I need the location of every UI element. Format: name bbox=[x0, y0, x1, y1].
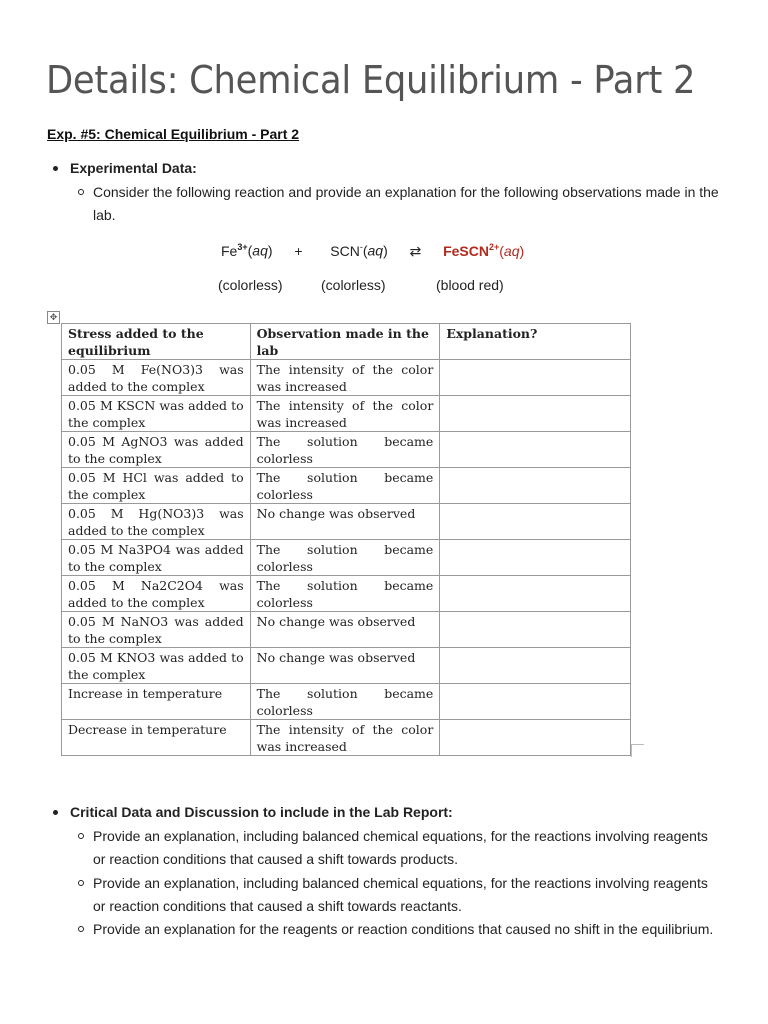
table-row bbox=[62, 648, 631, 684]
header-stress: Stress added to the equilibrium bbox=[62, 324, 251, 360]
experiment-heading: Exp. #5: Chemical Equilibrium - Part 2 bbox=[47, 126, 300, 142]
explanation-cell[interactable] bbox=[440, 360, 631, 396]
reaction-equation bbox=[221, 242, 524, 260]
stress-cell: Decrease in temperature bbox=[62, 720, 251, 756]
explanation-cell[interactable] bbox=[440, 612, 631, 648]
observations-table bbox=[61, 323, 631, 756]
observation-cell: The intensity of the color was increased bbox=[250, 720, 440, 756]
bullet-ring bbox=[78, 833, 84, 839]
observation-cell: The intensity of the color was increased bbox=[250, 360, 440, 396]
explanation-cell[interactable] bbox=[440, 648, 631, 684]
table-row bbox=[62, 468, 631, 504]
table-move-handle-icon[interactable]: ✥ bbox=[47, 311, 60, 324]
critical-item bbox=[93, 918, 723, 941]
observation-cell: No change was observed bbox=[250, 612, 440, 648]
reactant-scn: SCN-(aq) bbox=[330, 242, 388, 259]
observation-cell: The solution became colorless bbox=[250, 576, 440, 612]
experimental-data-heading: Experimental Data: bbox=[70, 160, 197, 176]
observation-cell: The solution became colorless bbox=[250, 540, 440, 576]
table-row bbox=[62, 720, 631, 756]
explanation-cell[interactable] bbox=[440, 432, 631, 468]
instruction-item bbox=[93, 181, 723, 227]
explanation-cell[interactable] bbox=[440, 540, 631, 576]
table-row bbox=[62, 576, 631, 612]
bullet-dot bbox=[53, 166, 58, 171]
table-resize-handle[interactable] bbox=[631, 744, 644, 757]
header-observation: Observation made in the lab bbox=[250, 324, 440, 360]
explanation-cell[interactable] bbox=[440, 720, 631, 756]
critical-item bbox=[93, 825, 723, 871]
table-row bbox=[62, 540, 631, 576]
observation-cell: The intensity of the color was increased bbox=[250, 396, 440, 432]
critical-item-text: Provide an explanation, including balanced chemical equations, for the reactions involving reagents or reaction conditions that caused a shift towards products. bbox=[93, 828, 708, 867]
stress-cell: 0.05 M NaNO3 was added to the complex bbox=[62, 612, 251, 648]
stress-cell: 0.05 M Na2C2O4 was added to the complex bbox=[62, 576, 251, 612]
stress-cell: 0.05 M Hg(NO3)3 was added to the complex bbox=[62, 504, 251, 540]
reactant-fe: $Fe^{3+}(aq)$ bbox=[221, 242, 273, 259]
explanation-cell[interactable] bbox=[440, 576, 631, 612]
observation-cell: The solution became colorless bbox=[250, 684, 440, 720]
stress-cell: 0.05 M KSCN was added to the complex bbox=[62, 396, 251, 432]
table-row bbox=[62, 432, 631, 468]
observation-cell: The solution became colorless bbox=[250, 432, 440, 468]
table-row bbox=[62, 360, 631, 396]
observation-cell: No change was observed bbox=[250, 648, 440, 684]
critical-data-heading: Critical Data and Discussion to include in the Lab Report: bbox=[70, 804, 453, 820]
stress-cell: 0.05 M Fe(NO3)3 was added to the complex bbox=[62, 360, 251, 396]
explanation-cell[interactable] bbox=[440, 504, 631, 540]
critical-item bbox=[93, 872, 723, 918]
equilibrium-arrow: ⇄ bbox=[409, 243, 422, 260]
header-explanation: Explanation? bbox=[440, 324, 631, 360]
critical-data-item bbox=[70, 801, 453, 824]
table-row bbox=[62, 396, 631, 432]
stress-cell: 0.05 M HCl was added to the complex bbox=[62, 468, 251, 504]
stress-cell: 0.05 M AgNO3 was added to the complex bbox=[62, 432, 251, 468]
experimental-data-item bbox=[70, 157, 197, 180]
page-title: Details: Chemical Equilibrium - Part 2 bbox=[46, 58, 696, 102]
bullet-dot bbox=[53, 810, 58, 815]
table-row bbox=[62, 612, 631, 648]
bullet-ring bbox=[78, 926, 84, 932]
observation-cell: The solution became colorless bbox=[250, 468, 440, 504]
explanation-cell[interactable] bbox=[440, 468, 631, 504]
plus-sign: + bbox=[294, 242, 303, 259]
product-fescn: FeSCN$^{2+}$(aq) bbox=[443, 242, 525, 259]
stress-cell: Increase in temperature bbox=[62, 684, 251, 720]
table-row bbox=[62, 504, 631, 540]
stress-cell: 0.05 M KNO3 was added to the complex bbox=[62, 648, 251, 684]
color-label-fescn: (blood red) bbox=[436, 277, 504, 293]
bullet-ring bbox=[78, 880, 84, 886]
explanation-cell[interactable] bbox=[440, 684, 631, 720]
table-row bbox=[62, 684, 631, 720]
observation-cell: No change was observed bbox=[250, 504, 440, 540]
critical-item-text: Provide an explanation for the reagents or reaction conditions that caused no shift in the equilibrium. bbox=[93, 921, 714, 937]
explanation-cell[interactable] bbox=[440, 396, 631, 432]
color-label-fe: (colorless) bbox=[218, 277, 283, 293]
instruction-text: Consider the following reaction and provide an explanation for the following observations made in the lab. bbox=[93, 184, 719, 223]
bullet-ring bbox=[78, 189, 84, 195]
table-header-row bbox=[62, 324, 631, 360]
critical-item-text: Provide an explanation, including balanced chemical equations, for the reactions involving reagents or reaction conditions that caused a shift towards reactants. bbox=[93, 875, 708, 914]
color-label-scn: (colorless) bbox=[321, 277, 386, 293]
stress-cell: 0.05 M Na3PO4 was added to the complex bbox=[62, 540, 251, 576]
